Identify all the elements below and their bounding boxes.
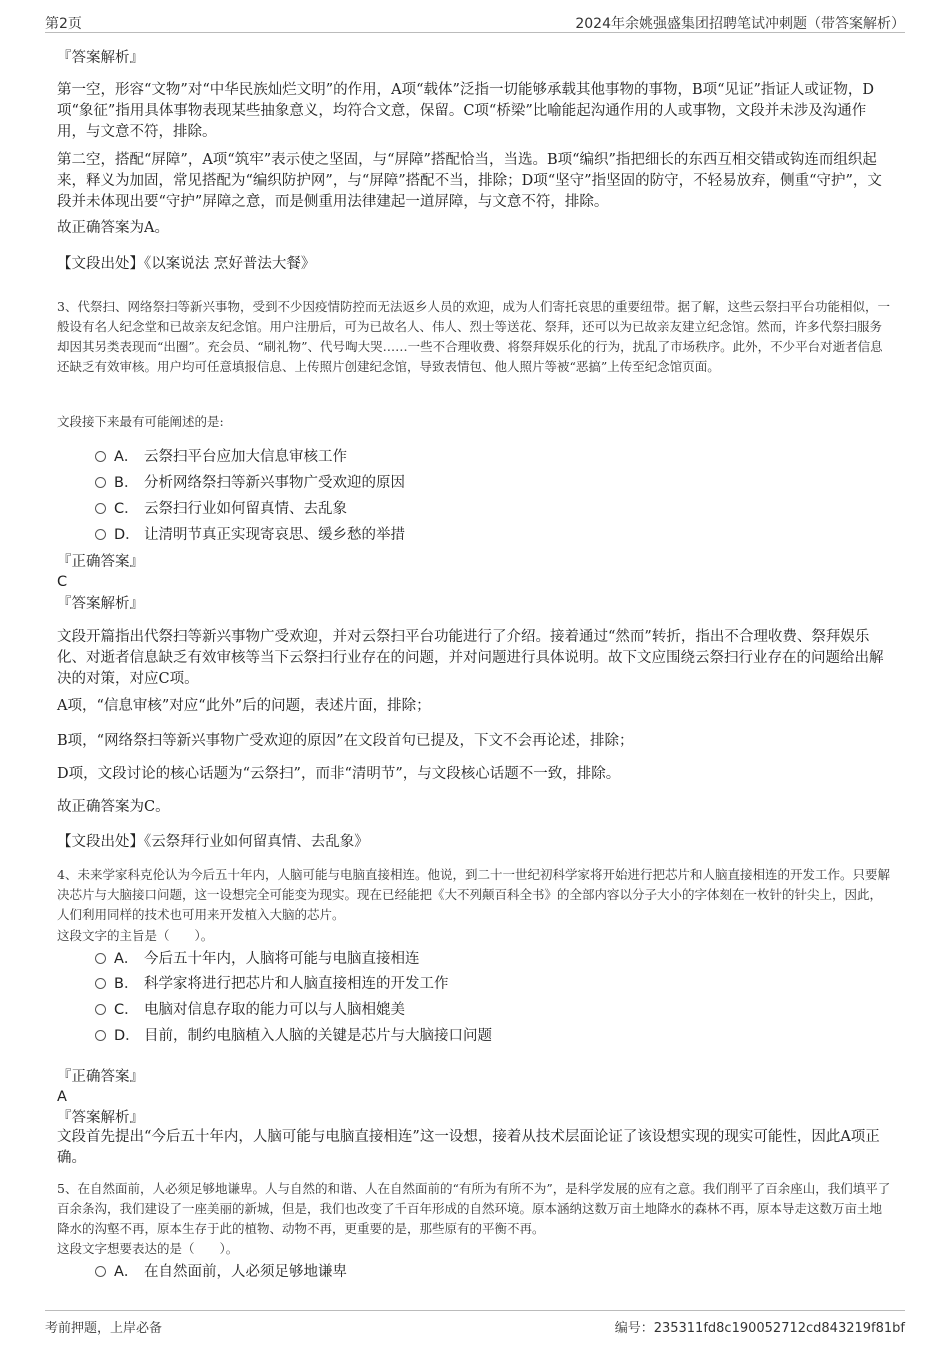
q3-analysis-label: 『答案解析』 [57, 596, 144, 612]
q3-conclusion: 故正确答案为C。 [57, 799, 170, 815]
q3-analysis-p1: 文段开篇指出代祭扫等新兴事物广受欢迎，并对云祭扫平台功能进行了介绍。接着通过“然而”转折，指出不合理收费、祭拜娱乐化、对逝者信息缺乏有效审核等当下云祭扫行业存在的问题，并对问题进行具体说明。故下文应围绕云祭扫行业存在的问题给出解决的对策，对应C项。 [57, 629, 884, 687]
q3-analysis-p3: B项，“网络祭扫等新兴事物广受欢迎的原因”在文段首句已提及，下文不会再论述，排除； [57, 733, 634, 749]
q4-analysis-label: 『答案解析』 [57, 1110, 144, 1126]
q4-option-d[interactable]: D． 目前，制约电脑植入人脑的关键是芯片与大脑接口问题 [95, 1026, 492, 1046]
q3-source: 【文段出处】《云祭拜行业如何留真情、去乱象》 [57, 834, 369, 850]
q3-option-c[interactable]: C． 云祭扫行业如何留真情、去乱象 [95, 499, 347, 519]
footer-slogan: 考前押题，上岸必备 [45, 1321, 163, 1336]
radio-icon[interactable] [95, 953, 106, 964]
q4-question: 这段文字的主旨是（ ）。 [57, 928, 214, 943]
radio-icon[interactable] [95, 451, 106, 462]
document-title: 2024年余姚强盛集团招聘笔试冲刺题（带答案解析） [575, 16, 905, 32]
radio-icon[interactable] [95, 1004, 106, 1015]
radio-icon[interactable] [95, 1266, 106, 1277]
radio-icon[interactable] [95, 477, 106, 488]
q3-option-d[interactable]: D． 让清明节真正实现寄哀思、缓乡愁的举措 [95, 525, 405, 545]
q4-answer: A [57, 1089, 67, 1105]
page-footer [45, 1310, 905, 1339]
q3-question: 文段接下来最有可能阐述的是: [57, 414, 224, 429]
q5-question: 这段文字想要表达的是（ ）。 [57, 1241, 239, 1256]
q5-stem: 5、在自然面前，人必须足够地谦卑。人与自然的和谐、人在自然面前的“有所为有所不为”，是科学发展的应有之意。我们削平了百余座山，我们填平了百余条沟，我们建设了一座美丽的新城，但是，我们也改变了千百年形成的自然环境。原本涵纳这数万亩土地降水的森林不再，原本导走这数万亩土地降水的沟壑不再，原本生存于此的植物、动物不再，更重要的是，那些原有的平衡不再。 [57, 1181, 891, 1236]
q3-analysis-p2: A项，“信息审核”对应“此外”后的问题，表述片面，排除； [57, 698, 431, 714]
q2-analysis-label: 『答案解析』 [57, 50, 144, 66]
q4-stem: 4、未来学家科克伦认为今后五十年内，人脑可能与电脑直接相连。他说，到二十一世纪初科学家将开始进行把芯片和人脑直接相连的开发工作。只要解决芯片与大脑接口问题，这一设想完全可能变为现实。现在已经能把《大不列颠百科全书》的全部内容以分子大小的字体刻在一枚针的针尖上，因此，人们利用同样的技术也可用来开发植入大脑的芯片。 [57, 867, 890, 922]
q4-option-b[interactable]: B． 科学家将进行把芯片和人脑直接相连的开发工作 [95, 974, 449, 994]
q3-option-a[interactable]: A． 云祭扫平台应加大信息审核工作 [95, 447, 347, 467]
q3-option-b[interactable]: B． 分析网络祭扫等新兴事物广受欢迎的原因 [95, 473, 405, 493]
radio-icon[interactable] [95, 1030, 106, 1041]
q2-analysis-p1: 第一空，形容“文物”对“中华民族灿烂文明”的作用，A项“载体”泛指一切能够承载其他事物的事物，B项“见证”指证人或证物，D项“象征”指用具体事物表现某些抽象意义，均符合文意，保留。C项“桥梁”比喻能起沟通作用的人或事物，文段并未涉及沟通作用，与文意不符，排除。 [57, 82, 875, 140]
document-code: 编号：235311fd8c190052712cd843219f81bf [614, 1321, 905, 1336]
page-number: 第2页 [45, 16, 82, 32]
q3-answer-label: 『正确答案』 [57, 554, 144, 570]
q5-option-a[interactable]: A． 在自然面前，人必须足够地谦卑 [95, 1262, 347, 1282]
q2-conclusion: 故正确答案为A。 [57, 220, 169, 236]
page-header [45, 10, 905, 33]
radio-icon[interactable] [95, 978, 106, 989]
q4-option-a[interactable]: A． 今后五十年内，人脑将可能与电脑直接相连 [95, 949, 420, 969]
q3-answer: C [57, 574, 68, 590]
q4-answer-label: 『正确答案』 [57, 1069, 144, 1085]
radio-icon[interactable] [95, 503, 106, 514]
q3-analysis-p4: D项，文段讨论的核心话题为“云祭扫”，而非“清明节”，与文段核心话题不一致，排除。 [57, 766, 621, 782]
q4-analysis-p1: 文段首先提出“今后五十年内，人脑可能与电脑直接相连”这一设想，接着从技术层面论证了该设想实现的现实可能性，因此A项正确。 [57, 1129, 880, 1166]
q4-option-c[interactable]: C． 电脑对信息存取的能力可以与人脑相媲美 [95, 1000, 405, 1020]
q3-stem: 3、代祭扫、网络祭扫等新兴事物，受到不少因疫情防控而无法返乡人员的欢迎，成为人们寄托哀思的重要纽带。据了解，这些云祭扫平台功能相似，一般设有名人纪念堂和已故亲友纪念馆。用户注册后，可为已故名人、伟人、烈士等送花、祭拜，还可以为已故亲友建立纪念馆。然而，许多代祭扫服务却因其另类表现而“出圈”。充会员、“刷礼物”、代号啕大哭……一些不合理收费、将祭拜娱乐化的行为，扰乱了市场秩序。此外，不少平台对逝者信息还缺乏有效审核。用户均可任意填报信息、上传照片创建纪念馆，导致表情包、他人照片等被“恶搞”上传至纪念馆页面。 [57, 299, 890, 374]
radio-icon[interactable] [95, 529, 106, 540]
q2-source: 【文段出处】《以案说法 烹好普法大餐》 [57, 256, 316, 272]
q2-analysis-p2: 第二空，搭配“屏障”，A项“筑牢”表示使之坚固，与“屏障”搭配恰当，当选。B项“编织”指把细长的东西互相交错或钩连而组织起来，释义为加固，常见搭配为“编织防护网”，与“屏障”搭配不当，排除；D项“坚守”指坚固的防守，不轻易放弃，侧重“守护”，文段并未体现出要“守护”屏障之意，而是侧重用法律建起一道屏障，与文意不符，排除。 [57, 152, 882, 210]
